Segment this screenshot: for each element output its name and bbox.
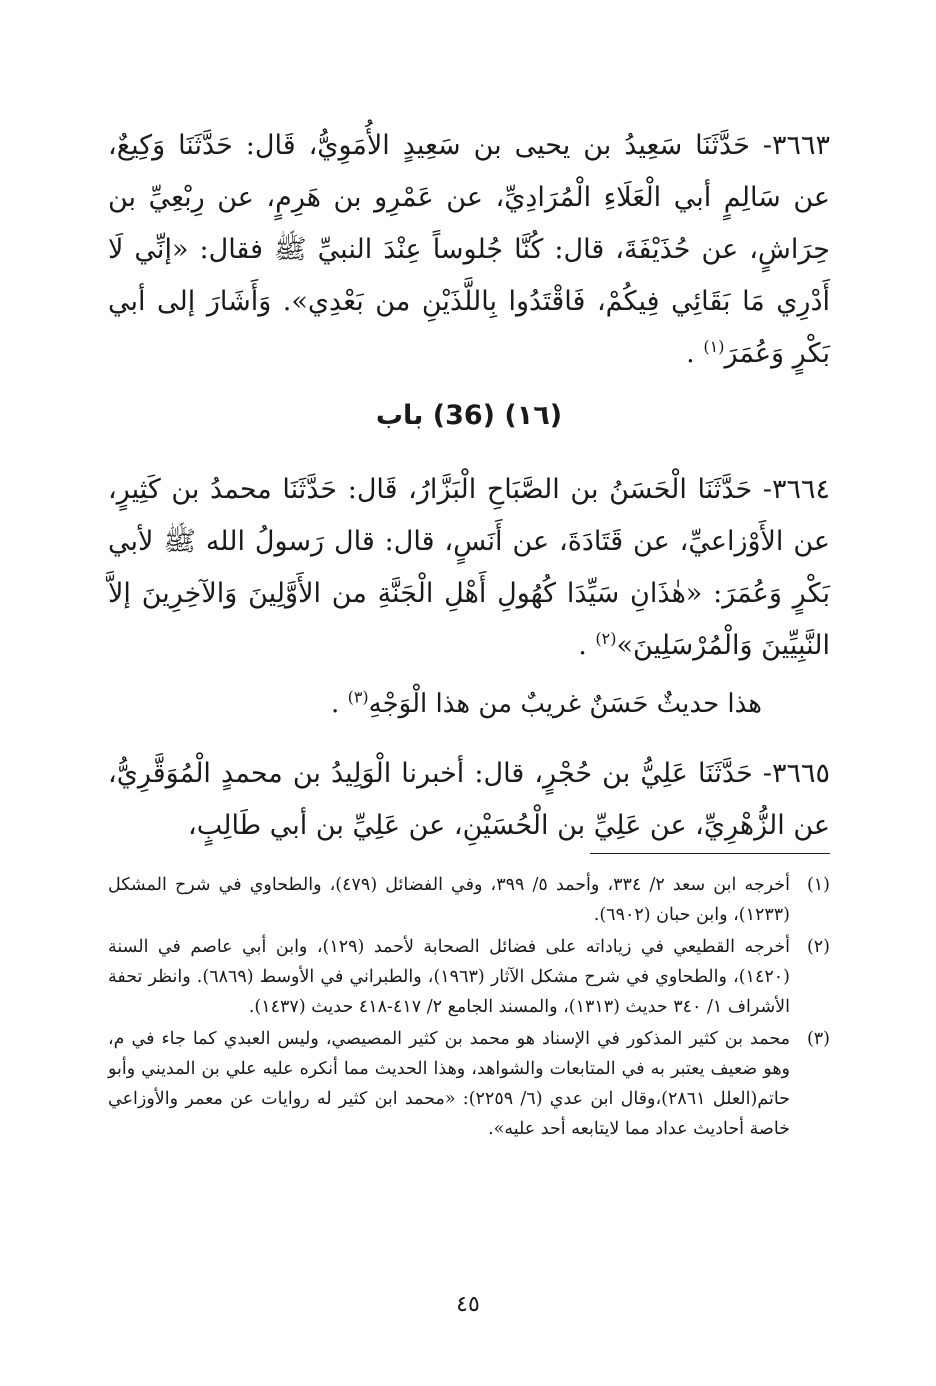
footnote-ref-2[interactable]: (٢) [595, 629, 617, 648]
footnote-3 [108, 1024, 830, 1144]
grading-end: . [331, 689, 348, 719]
hadith-grading [108, 682, 762, 726]
footnote-text: أخرجه ابن سعد ٢/ ٣٣٤، وأحمد ٥/ ٣٩٩، وفي الفضائل (٤٧٩)، والطحاوي في شرح المشكل (١٢٣٣)، وابن حبان (٦٩٠٢). [108, 875, 790, 925]
footnote-text: أخرجه القطيعي في زياداته على فضائل الصحابة لأحمد (١٢٩)، وابن أبي عاصم في السنة (١٤٢٠)، والطحاوي في شرح مشكل الآثار (١٩٦٣)، والطبراني في الأوسط (٦٨٦٩). وانظر تحفة الأشراف ١/ ٣٤٠ حديث (١٣١٣)، والمسند الجامع ٢/ ٤١٧-٤١٨ حديث (١٤٣٧). [108, 937, 790, 1017]
footnote-ref-3[interactable]: (٣) [347, 687, 369, 707]
footnote-number: (١) [806, 875, 830, 895]
hadith-3663 [108, 120, 830, 380]
footnote-text: محمد بن كثير المذكور في الإسناد هو محمد بن كثير المصيصي، وليس العبدي كما جاء في م، وهو ضعيف يعتبر به في المتابعات والشواهد، وهذا الحديث مما أنكره عليه علي بن المديني وأبو حاتم(العلل ٢٨٦١)،وقال ابن عدي (٦/ ٢٢٥٩): «محمد ابن كثير له روايات عن معمر والأوزاعي خاصة أحاديث عداد مما لايتابعه أحد عليه». [108, 1029, 790, 1139]
chapter-heading: (١٦) (36) باب [375, 400, 563, 431]
hadith-3663-end: . [686, 338, 704, 369]
footnote-number: (٢) [806, 937, 830, 957]
hadith-3665 [108, 748, 830, 852]
grading-text: هذا حديثٌ حَسَنٌ غريبٌ من هذا الْوَجْهِ [368, 689, 762, 719]
hadith-3663-text: ٣٦٦٣- حَدَّثَنَا سَعِيدُ بن يحيى بن سَعِيدٍ الأُمَوِيُّ، قَال: حَدَّثَنَا وَكِيعٌ، عن سَالِمٍ أبي الْعَلَاءِ الْمُرَادِيِّ، عن عَمْرِو بن هَرِمٍ، عن رِبْعِيِّ بن حِرَاشٍ، عن حُذَيْفَةَ، قال: كُنَّا جُلوساً عِنْدَ النبيِّ ﷺ فقال: «إنِّي لَا أَدْرِي مَا بَقَائِي فِيكُمْ، فَاقْتَدُوا بِاللَّذَيْنِ من بَعْدِي». وَأَشَارَ إلى أبي بَكْرٍ وَعُمَرَ [108, 130, 830, 369]
hadith-3665-text: ٣٦٦٥- حَدَّثَنَا عَلِيُّ بن حُجْرٍ، قال: أخبرنا الْوَلِيدُ بن محمدٍ الْمُوَقَّرِيُّ، عن الزُّهْرِيِّ، عن عَلِيِّ بن الْحُسَيْنِ، عن عَلِيِّ بن أبي طَالِبٍ، [108, 758, 830, 841]
hadith-3664-end: . [578, 630, 596, 661]
page-number: ٤٥ [456, 1292, 480, 1317]
hadith-3664-text: ٣٦٦٤- حَدَّثَنَا الْحَسَنُ بن الصَّبَاحِ الْبَزَّارُ، قَال: حَدَّثَنَا محمدُ بن كَثِيرٍ، عن الأَوْزاعيِّ، عن قَتَادَةَ، عن أَنَسٍ، قال: قال رَسولُ الله ﷺ لأبي بَكْرٍ وَعُمَرَ: «هٰذَانِ سَيِّدَا كُهُولِ أَهْلِ الْجَنَّةِ من الأَوَّلِينَ وَالآخِرِينَ إلاَّ النَّبِيِّينَ وَالْمُرْسَلِينَ» [108, 474, 830, 661]
footnotes [108, 870, 830, 1146]
footnote-2 [108, 932, 830, 1022]
footnote-ref-1[interactable]: (١) [703, 337, 725, 356]
hadith-3664 [108, 464, 830, 672]
footnote-divider [590, 853, 830, 854]
footnote-number: (٣) [806, 1029, 830, 1049]
footnote-1 [108, 870, 830, 930]
